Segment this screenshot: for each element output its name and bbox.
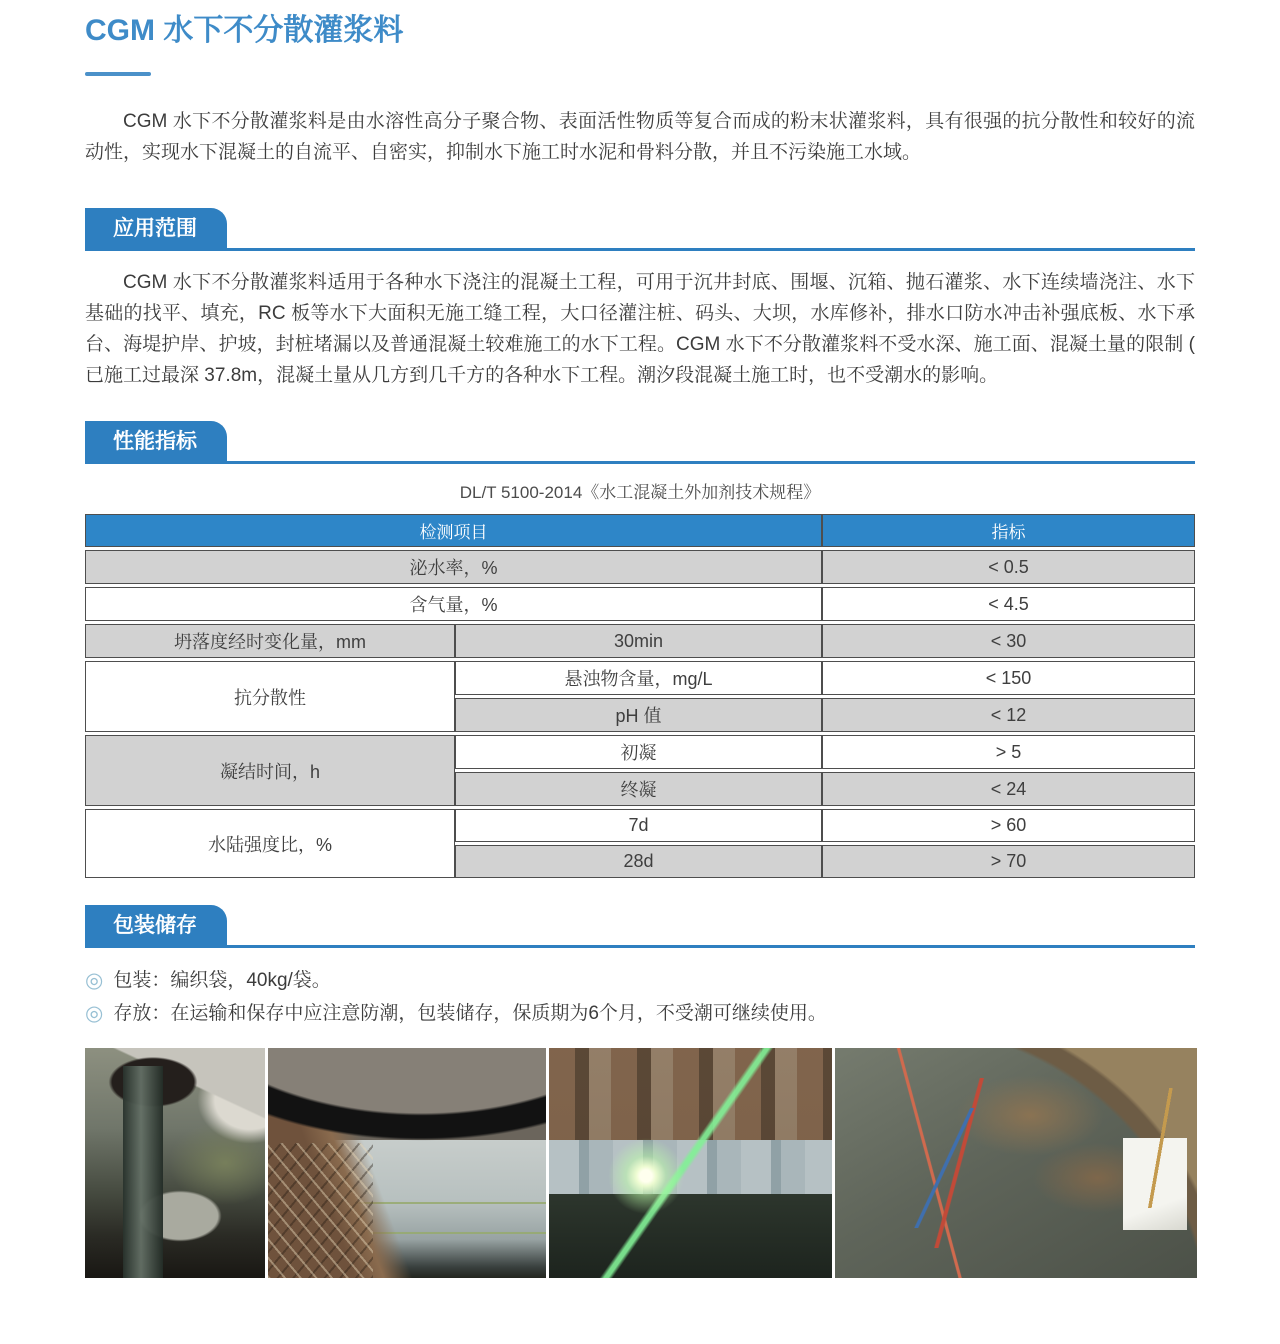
table-cell: < 24 (822, 772, 1195, 806)
pile-jacket-closeup-photo (268, 1048, 546, 1278)
table-cell: < 30 (822, 624, 1195, 658)
table-row (85, 587, 1195, 621)
table-cell: 28d (455, 845, 822, 878)
table-row (85, 809, 1195, 842)
table-header-cell: 检测项目 (85, 514, 822, 547)
table-cell: 含气量，% (85, 587, 822, 621)
document-page (85, 0, 1195, 1278)
page-title: CGM 水下不分散灌浆料 (85, 14, 404, 47)
table-row (85, 624, 1195, 658)
ring-bullet-icon: ◎ (85, 1002, 104, 1025)
table-cell: < 4.5 (822, 587, 1195, 621)
table-row (85, 550, 1195, 584)
table-cell: 凝结时间，h (85, 735, 455, 806)
packaging-item (85, 997, 1195, 1030)
table-header-row (85, 514, 1195, 547)
title-underline (85, 72, 151, 76)
table-cell: > 5 (822, 735, 1195, 769)
section-badge-application: 应用范围 (85, 208, 227, 248)
table-header-cell: 指标 (822, 514, 1195, 547)
table-cell: 7d (455, 809, 822, 842)
table-cell: < 0.5 (822, 550, 1195, 584)
table-cell: 悬浊物含量，mg/L (455, 661, 822, 695)
packaging-list (85, 964, 1195, 1030)
packaging-item-text: 包装：编织袋，40kg/袋。 (113, 970, 331, 991)
table-cell: < 150 (822, 661, 1195, 695)
packaging-item-text: 存放：在运输和保存中应注意防潮，包装储存，保质期为6个月，不受潮可继续使用。 (113, 1003, 827, 1024)
intro-paragraph: CGM 水下不分散灌浆料是由水溶性高分子聚合物、表面活性物质等复合而成的粉末状灌浆料，具有很强的抗分散性和较好的流动性，实现水下混凝土的自流平、自密实，抑制水下施工时水泥和骨料分散，并且不污染施工水域。 (85, 111, 1195, 163)
application-paragraph: CGM 水下不分散灌浆料适用于各种水下浇注的混凝土工程，可用于沉井封底、围堰、沉箱、抛石灌浆、水下连续墙浇注、水下基础的找平、填充，RC 板等水下大面积无施工缝工程，大口径灌注桩、码头、大坝，水库修补，排水口防水冲击补强底板、水下承台、海堤护岸、护坡，封桩堵漏以及普通混凝土较难施工的水下工程。CGM 水下不分散灌浆料不受水深、施工面、混凝土量的限制 ( 已施工过最深 37.8m，混凝土量从几方到几千方的各种水下工程。潮汐段混凝土施工时，也不受潮水的影响。 (85, 272, 1195, 386)
table-cell: pH 值 (455, 698, 822, 732)
packaging-item (85, 964, 1195, 997)
table-cell: 终凝 (455, 772, 822, 806)
table-cell: 抗分散性 (85, 661, 455, 732)
section-header-application (85, 208, 1195, 251)
table-row (85, 735, 1195, 769)
table-cell: > 70 (822, 845, 1195, 878)
bridge-piers-green-laser-photo (549, 1048, 832, 1278)
table-cell: 泌水率，% (85, 550, 822, 584)
ring-bullet-icon: ◎ (85, 969, 104, 992)
table-cell: 30min (455, 624, 822, 658)
tremie-pipe-underwater-pour-photo (85, 1048, 265, 1278)
table-row (85, 661, 1195, 695)
standard-caption: DL/T 5100-2014《水工混凝土外加剂技术规程》 (459, 483, 821, 502)
caisson-mud-cables-photo (835, 1048, 1197, 1278)
table-cell: 水陆强度比，% (85, 809, 455, 878)
table-cell: 坍落度经时变化量，mm (85, 624, 455, 658)
section-badge-performance: 性能指标 (85, 421, 227, 461)
performance-table (85, 511, 1195, 881)
section-header-packaging (85, 905, 1195, 948)
table-cell: 初凝 (455, 735, 822, 769)
table-cell: < 12 (822, 698, 1195, 732)
section-badge-packaging: 包装储存 (85, 905, 227, 945)
table-cell: > 60 (822, 809, 1195, 842)
section-header-performance (85, 421, 1195, 464)
photo-strip (85, 1048, 1195, 1278)
